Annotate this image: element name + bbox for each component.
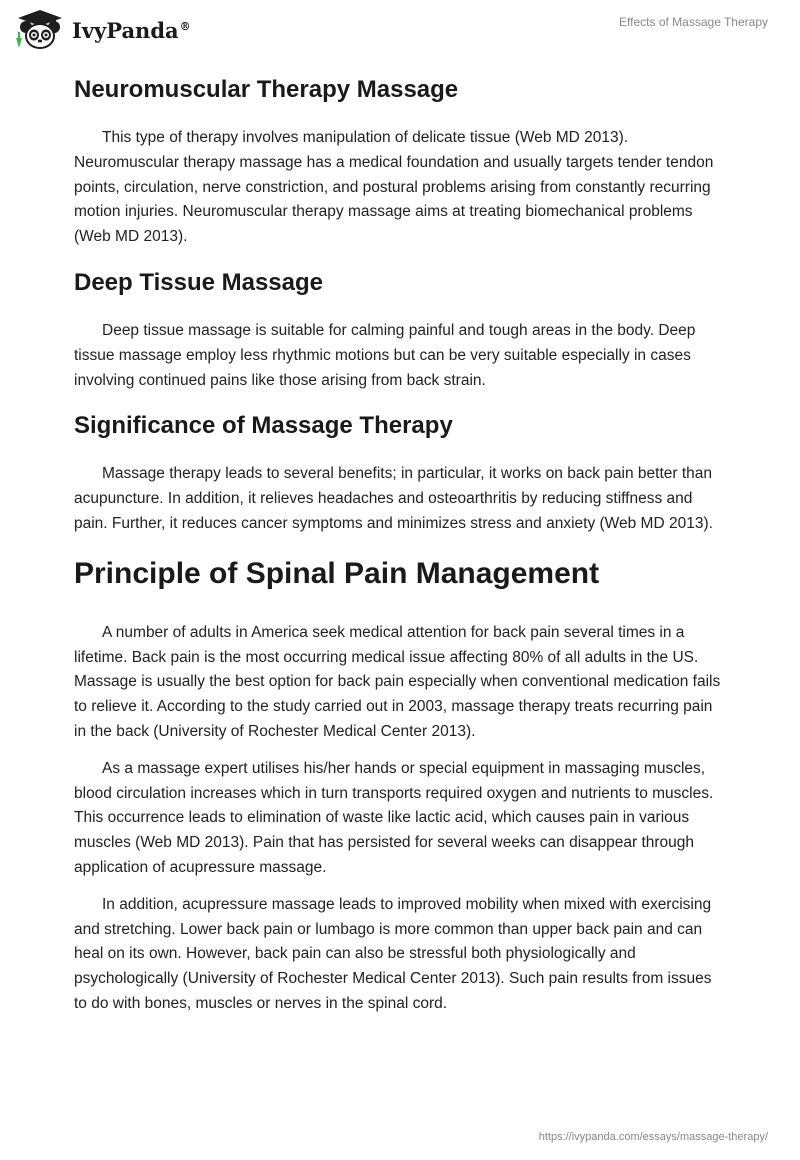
chapter-heading: Principle of Spinal Pain Management: [74, 556, 600, 590]
registered-mark: ®: [179, 19, 191, 33]
section-deep-tissue: [74, 266, 726, 393]
panda-logo-icon: [14, 8, 66, 52]
essay-content: [74, 70, 726, 1017]
paragraph: This type of therapy involves manipulation of delicate tissue (Web MD 2013). Neuromuscular therapy massage has a medical foundation and usually targets tender tendon points, circulation, nerve constriction, and postural problems arising from constantly recurring motion injuries. Neuromuscular therapy massage aims at treating biomechanical problems (Web MD 2013).: [74, 129, 714, 246]
logo-name: IvyPanda: [72, 17, 179, 43]
section-heading: Significance of Massage Therapy: [74, 412, 453, 440]
paragraph: A number of adults in America seek medical attention for back pain several times in a lifetime. Back pain is the most occurring medical issue affecting 80% of all adults in the US. Massage is usually the best option for back pain especially when conventional medication fails to relieve it. According to the study carried out in 2003, massage therapy treats recurring pain in the back (University of Rochester Medical Center 2013).: [74, 623, 721, 740]
section-spinal-pain: [74, 553, 726, 1017]
page-header: [0, 0, 800, 60]
section-significance: [74, 409, 726, 536]
paragraph: Deep tissue massage is suitable for calming painful and tough areas in the body. Deep tissue massage employ less rhythmic motions but can be very suitable especially in cases involving continued pains like those arising from back strain.: [74, 321, 696, 389]
document-running-title: Effects of Massage Therapy: [619, 15, 768, 29]
section-neuromuscular: [74, 73, 726, 250]
logo-wordmark: [72, 18, 191, 43]
section-heading: Deep Tissue Massage: [74, 268, 324, 296]
paragraph: Massage therapy leads to several benefits; in particular, it works on back pain better than acupuncture. In addition, it relieves headaches and osteoarthritis by reducing stiffness and pain. Further, it reduces cancer symptoms and minimizes stress and anxiety (Web MD 2013).: [74, 465, 713, 532]
paragraph: As a massage expert utilises his/her hands or special equipment in massaging muscles, blood circulation increases which in turn transports required oxygen and nutrients to muscles. This occurrence leads to elimination of waste like lactic acid, which causes pain in various muscles (Web MD 2013). Pain that has persisted for several weeks can disappear through application of acupressure massage.: [74, 759, 714, 876]
section-heading: Neuromuscular Therapy Massage: [74, 76, 459, 103]
paragraph: In addition, acupressure massage leads to improved mobility when mixed with exercising and stretching. Lower back pain or lumbago is more common than upper back pain and can heal on its own. However, back pain can also be stressful both physiologically and psychologically (University of Rochester Medical Center 2013). Such pain results from issues to do with bones, muscles or nerves in the spinal cord.: [74, 895, 712, 1012]
source-url[interactable]: https://ivypanda.com/essays/massage-therapy/: [538, 1131, 768, 1143]
ivypanda-logo[interactable]: [14, 8, 191, 52]
